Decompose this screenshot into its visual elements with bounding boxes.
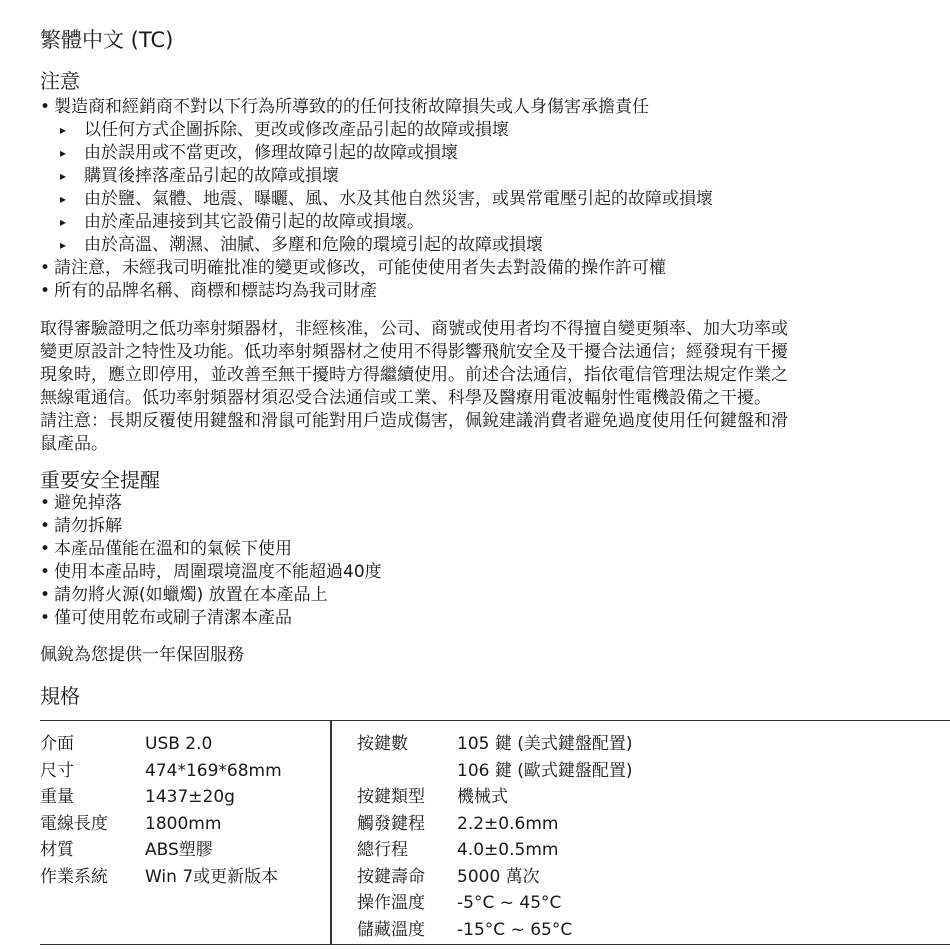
spec-value: 2.2±0.6mm (457, 813, 559, 834)
regulatory-line: 請注意：長期反覆使用鍵盤和滑鼠可能對用戶造成傷害，佩銳建議消費者避免過度使用任何鍵盤和滑 (40, 411, 788, 431)
spec-value: 1800mm (145, 813, 222, 834)
spec-label: 尺寸 (40, 760, 74, 781)
notice-list (40, 96, 713, 303)
safety-item: • 避免掉落 (40, 492, 382, 515)
regulatory-line: 無線電通信。低功率射頻器材須忍受合法通信或工業、科學及醫療用電波輻射性電機設備之干擾。 (40, 388, 771, 408)
spec-label: 總行程 (357, 840, 408, 860)
safety-item: • 本產品僅能在溫和的氣候下使用 (40, 538, 382, 561)
spec-value: 106 鍵 (歐式鍵盤配置) (457, 760, 633, 781)
spec-row (357, 731, 937, 758)
spec-value: 5000 萬次 (457, 866, 540, 887)
spec-label: 按鍵類型 (357, 787, 425, 807)
spec-value: -5°C ~ 45°C (457, 893, 562, 913)
spec-value: 4.0±0.5mm (457, 840, 559, 860)
specs-right-column (357, 731, 937, 943)
safety-item: • 使用本產品時，周圍環境溫度不能超過40度 (40, 561, 382, 584)
spec-value: 機械式 (457, 787, 508, 807)
spec-row (357, 811, 937, 838)
spec-value: ABS塑膠 (145, 840, 213, 860)
notice-subitem: ▸ 由於高溫、潮濕、油膩、多塵和危險的環境引起的故障或損壞 (40, 234, 713, 257)
spec-value: 105 鍵 (美式鍵盤配置) (457, 734, 633, 754)
safety-list (40, 492, 382, 630)
spec-value: USB 2.0 (145, 734, 213, 754)
spec-row (40, 731, 325, 758)
notice-item: • 製造商和經銷商不對以下行為所導致的的任何技術故障損失或人身傷害承擔責任 (40, 96, 713, 119)
specs-column-divider (330, 721, 332, 944)
spec-row (40, 837, 325, 864)
spec-label: 介面 (40, 734, 74, 754)
spec-label: 材質 (40, 840, 74, 860)
specs-heading: 規格 (40, 684, 80, 708)
spec-label: 操作溫度 (357, 893, 425, 913)
warranty-text: 佩銳為您提供一年保固服務 (40, 645, 244, 665)
spec-value: Win 7或更新版本 (145, 866, 279, 887)
spec-label: 按鍵數 (357, 734, 408, 754)
spec-row (357, 758, 937, 785)
notice-item: • 請注意，未經我司明確批准的變更或修改，可能使使用者失去對設備的操作許可權 (40, 257, 713, 280)
notice-subitem: ▸ 由於誤用或不當更改，修理故障引起的故障或損壞 (40, 142, 713, 165)
notice-subitem: ▸ 由於鹽、氣體、地震、曝曬、風、水及其他自然災害，或異常電壓引起的故障或損壞 (40, 188, 713, 211)
spec-label: 按鍵壽命 (357, 866, 425, 887)
spec-value: 1437±20g (145, 787, 235, 807)
spec-row (357, 917, 937, 944)
safety-heading: 重要安全提醒 (40, 468, 160, 492)
spec-label: 儲藏溫度 (357, 919, 425, 940)
spec-row (357, 864, 937, 891)
spec-label: 電線長度 (40, 813, 108, 834)
safety-item: • 請勿拆解 (40, 515, 382, 538)
regulatory-line: 鼠產品。 (40, 434, 108, 454)
notice-subitem: ▸ 以任何方式企圖拆除、更改或修改產品引起的故障或損壞 (40, 119, 713, 142)
spec-row (40, 864, 325, 891)
regulatory-line: 變更原設計之特性及功能。低功率射頻器材之使用不得影響飛航安全及干擾合法通信；經發現有干擾 (40, 342, 788, 362)
spec-label: 觸發鍵程 (357, 813, 425, 834)
specs-table (40, 720, 950, 945)
spec-row (357, 890, 937, 917)
spec-label: 重量 (40, 787, 74, 807)
notice-subitem: ▸ 購買後摔落產品引起的故障或損壞 (40, 165, 713, 188)
safety-item: • 請勿將火源(如蠟燭) 放置在本產品上 (40, 584, 382, 607)
spec-value: 474*169*68mm (145, 760, 282, 781)
notice-subitem: ▸ 由於產品連接到其它設備引起的故障或損壞。 (40, 211, 713, 234)
regulatory-paragraph (40, 318, 940, 456)
specs-left-column (40, 731, 325, 890)
regulatory-line: 現象時，應立即停用，並改善至無干擾時方得繼續使用。前述合法通信，指依電信管理法規定作業之 (40, 365, 788, 385)
notice-item: • 所有的品牌名稱、商標和標誌均為我司財產 (40, 280, 713, 303)
spec-row (40, 811, 325, 838)
regulatory-line: 取得審驗證明之低功率射頻器材，非經核准，公司、商號或使用者均不得擅自變更頻率、加大功率或 (40, 319, 788, 339)
spec-row (357, 784, 937, 811)
safety-item: • 僅可使用乾布或刷子清潔本產品 (40, 607, 382, 630)
spec-value: -15°C ~ 65°C (457, 919, 573, 940)
spec-row (40, 784, 325, 811)
notice-heading: 注意 (40, 69, 80, 93)
spec-row (40, 758, 325, 785)
spec-row (357, 837, 937, 864)
spec-label: 作業系統 (40, 866, 108, 887)
language-title: 繁體中文 (TC) (40, 28, 174, 52)
